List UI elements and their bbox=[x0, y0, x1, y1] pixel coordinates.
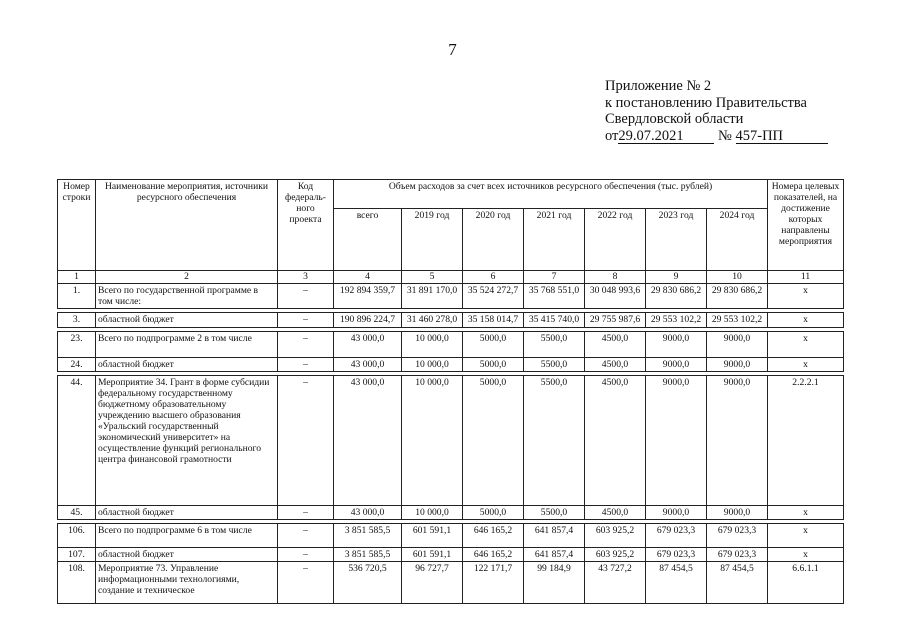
value-2024: 9000,0 bbox=[707, 358, 768, 372]
target-indicators: х bbox=[768, 506, 844, 520]
target-indicators: х bbox=[768, 358, 844, 372]
target-indicators: х bbox=[768, 332, 844, 358]
header-year: 2023 год bbox=[646, 209, 707, 271]
value-2020: 35 524 272,7 bbox=[463, 284, 524, 309]
table-row bbox=[58, 562, 844, 604]
header-year: 2021 год bbox=[524, 209, 585, 271]
value-2024: 9000,0 bbox=[707, 376, 768, 506]
value-2024: 9000,0 bbox=[707, 506, 768, 520]
total-value: 3 851 585,5 bbox=[334, 548, 402, 562]
value-2024: 679 023,3 bbox=[707, 548, 768, 562]
federal-code: – bbox=[278, 548, 334, 562]
row-number: 23. bbox=[58, 332, 96, 358]
value-2023: 679 023,3 bbox=[646, 548, 707, 562]
value-2022: 603 925,2 bbox=[585, 548, 646, 562]
value-2023: 9000,0 bbox=[646, 332, 707, 358]
header-year: 2024 год bbox=[707, 209, 768, 271]
value-2022: 43 727,2 bbox=[585, 562, 646, 604]
budget-table bbox=[57, 179, 844, 604]
target-indicators: х bbox=[768, 313, 844, 328]
total-value: 43 000,0 bbox=[334, 332, 402, 358]
row-number: 1. bbox=[58, 284, 96, 309]
value-2020: 5000,0 bbox=[463, 376, 524, 506]
table-row bbox=[58, 524, 844, 548]
table-body bbox=[58, 284, 844, 604]
activity-name: Всего по подпрограмме 6 в том числе bbox=[96, 524, 278, 548]
value-2023: 9000,0 bbox=[646, 376, 707, 506]
value-2021: 641 857,4 bbox=[524, 524, 585, 548]
header-federal-code: Код федераль-ного проекта bbox=[278, 180, 334, 271]
value-2021: 35 415 740,0 bbox=[524, 313, 585, 328]
activity-name: Мероприятие 73. Управление информационными технологиями, создание и техническое bbox=[96, 562, 278, 604]
activity-name: областной бюджет bbox=[96, 548, 278, 562]
table-row bbox=[58, 506, 844, 520]
table-row bbox=[58, 284, 844, 309]
value-2020: 5000,0 bbox=[463, 358, 524, 372]
activity-name: Всего по государственной программе в том числе: bbox=[96, 284, 278, 309]
header-targets: Номера целевых показателей, на достижение которых направлены мероприятия bbox=[768, 180, 844, 271]
column-index: 3 bbox=[278, 271, 334, 284]
number-label: № bbox=[718, 127, 732, 144]
table-row bbox=[58, 332, 844, 358]
column-index: 4 bbox=[334, 271, 402, 284]
value-2019: 601 591,1 bbox=[402, 548, 463, 562]
activity-name: областной бюджет bbox=[96, 358, 278, 372]
row-number: 45. bbox=[58, 506, 96, 520]
value-2023: 9000,0 bbox=[646, 506, 707, 520]
federal-code: – bbox=[278, 562, 334, 604]
row-number: 3. bbox=[58, 313, 96, 328]
value-2022: 4500,0 bbox=[585, 332, 646, 358]
column-index: 5 bbox=[402, 271, 463, 284]
table-row bbox=[58, 313, 844, 328]
value-2023: 29 553 102,2 bbox=[646, 313, 707, 328]
header-year: 2019 год bbox=[402, 209, 463, 271]
from-label: от bbox=[605, 127, 619, 144]
activity-name: Всего по подпрограмме 2 в том числе bbox=[96, 332, 278, 358]
value-2020: 35 158 014,7 bbox=[463, 313, 524, 328]
value-2020: 5000,0 bbox=[463, 332, 524, 358]
table-row bbox=[58, 358, 844, 372]
row-number: 106. bbox=[58, 524, 96, 548]
total-value: 43 000,0 bbox=[334, 506, 402, 520]
value-2022: 4500,0 bbox=[585, 376, 646, 506]
activity-name: областной бюджет bbox=[96, 313, 278, 328]
row-number: 107. bbox=[58, 548, 96, 562]
column-index: 10 bbox=[707, 271, 768, 284]
table-row bbox=[58, 376, 844, 506]
value-2020: 5000,0 bbox=[463, 506, 524, 520]
header-year: 2022 год bbox=[585, 209, 646, 271]
value-2023: 9000,0 bbox=[646, 358, 707, 372]
column-index-row bbox=[58, 271, 844, 284]
value-2023: 87 454,5 bbox=[646, 562, 707, 604]
value-2022: 4500,0 bbox=[585, 358, 646, 372]
appendix-resolution: к постановлению Правительства bbox=[605, 94, 807, 111]
federal-code: – bbox=[278, 524, 334, 548]
federal-code: – bbox=[278, 506, 334, 520]
value-2021: 5500,0 bbox=[524, 506, 585, 520]
appendix-region: Свердловской области bbox=[605, 111, 744, 127]
federal-code: – bbox=[278, 313, 334, 328]
value-2024: 9000,0 bbox=[707, 332, 768, 358]
header-row-number: Номер строки bbox=[58, 180, 96, 271]
value-2021: 5500,0 bbox=[524, 376, 585, 506]
page-number: 7 bbox=[448, 40, 457, 59]
value-2021: 5500,0 bbox=[524, 332, 585, 358]
value-2019: 601 591,1 bbox=[402, 524, 463, 548]
column-index: 11 bbox=[768, 271, 844, 284]
value-2021: 641 857,4 bbox=[524, 548, 585, 562]
appendix-date-line bbox=[605, 128, 828, 145]
value-2019: 10 000,0 bbox=[402, 358, 463, 372]
federal-code: – bbox=[278, 332, 334, 358]
column-index: 7 bbox=[524, 271, 585, 284]
header-volume: Объем расходов за счет всех источников ресурсного обеспечения (тыс. рублей) bbox=[334, 180, 768, 209]
total-value: 3 851 585,5 bbox=[334, 524, 402, 548]
value-2020: 122 171,7 bbox=[463, 562, 524, 604]
resolution-date: 29.07.2021 bbox=[618, 129, 714, 144]
value-2019: 10 000,0 bbox=[402, 506, 463, 520]
value-2019: 96 727,7 bbox=[402, 562, 463, 604]
column-index: 1 bbox=[58, 271, 96, 284]
header-year: 2020 год bbox=[463, 209, 524, 271]
total-value: 192 894 359,7 bbox=[334, 284, 402, 309]
resolution-number: 457-ПП bbox=[736, 129, 828, 144]
value-2021: 35 768 551,0 bbox=[524, 284, 585, 309]
target-indicators: 2.2.2.1 bbox=[768, 376, 844, 506]
activity-name: областной бюджет bbox=[96, 506, 278, 520]
federal-code: – bbox=[278, 358, 334, 372]
value-2023: 29 830 686,2 bbox=[646, 284, 707, 309]
target-indicators: х bbox=[768, 524, 844, 548]
value-2021: 99 184,9 bbox=[524, 562, 585, 604]
row-number: 44. bbox=[58, 376, 96, 506]
value-2022: 30 048 993,6 bbox=[585, 284, 646, 309]
value-2022: 29 755 987,6 bbox=[585, 313, 646, 328]
total-value: 190 896 224,7 bbox=[334, 313, 402, 328]
value-2024: 679 023,3 bbox=[707, 524, 768, 548]
value-2020: 646 165,2 bbox=[463, 524, 524, 548]
value-2022: 4500,0 bbox=[585, 506, 646, 520]
total-value: 43 000,0 bbox=[334, 358, 402, 372]
row-number: 24. bbox=[58, 358, 96, 372]
total-value: 43 000,0 bbox=[334, 376, 402, 506]
row-number: 108. bbox=[58, 562, 96, 604]
activity-name: Мероприятие 34. Грант в форме субсидии федеральному государственному бюджетному образовательному учреждению высшего образования «Уральский государственный экономический университет» на осуществление функций регионального центра финансовой грамотности bbox=[96, 376, 278, 506]
value-2024: 29 553 102,2 bbox=[707, 313, 768, 328]
target-indicators: 6.6.1.1 bbox=[768, 562, 844, 604]
header-row bbox=[58, 180, 844, 209]
target-indicators: х bbox=[768, 548, 844, 562]
target-indicators: х bbox=[768, 284, 844, 309]
column-index: 9 bbox=[646, 271, 707, 284]
federal-code: – bbox=[278, 284, 334, 309]
total-value: 536 720,5 bbox=[334, 562, 402, 604]
column-index: 6 bbox=[463, 271, 524, 284]
appendix-header bbox=[605, 78, 828, 144]
header-total: всего bbox=[334, 209, 402, 271]
column-index: 8 bbox=[585, 271, 646, 284]
value-2019: 31 891 170,0 bbox=[402, 284, 463, 309]
value-2023: 679 023,3 bbox=[646, 524, 707, 548]
value-2019: 10 000,0 bbox=[402, 332, 463, 358]
appendix-title: Приложение № 2 bbox=[605, 78, 712, 94]
federal-code: – bbox=[278, 376, 334, 506]
value-2024: 87 454,5 bbox=[707, 562, 768, 604]
header-activity-name: Наименование мероприятия, источники ресурсного обеспечения bbox=[96, 180, 278, 271]
value-2020: 646 165,2 bbox=[463, 548, 524, 562]
value-2021: 5500,0 bbox=[524, 358, 585, 372]
value-2024: 29 830 686,2 bbox=[707, 284, 768, 309]
value-2022: 603 925,2 bbox=[585, 524, 646, 548]
column-index: 2 bbox=[96, 271, 278, 284]
value-2019: 10 000,0 bbox=[402, 376, 463, 506]
table-row bbox=[58, 548, 844, 562]
value-2019: 31 460 278,0 bbox=[402, 313, 463, 328]
